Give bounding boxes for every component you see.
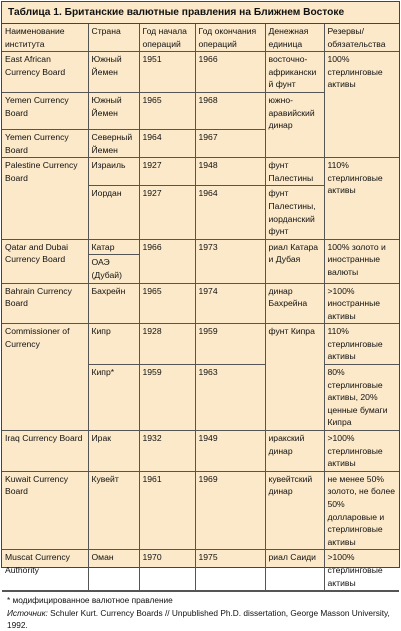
cell-start-year: 1959 — [139, 365, 195, 431]
cell-institute: East African Currency Board — [2, 52, 88, 93]
cell-country: Южный Йемен — [88, 52, 139, 93]
header-end-year: Год окончания операций — [195, 24, 265, 52]
cell-end-year: 1963 — [195, 365, 265, 431]
cell-reserves: 110% стерлинговые активы — [324, 324, 399, 365]
cell-reserves: 100% золото и иностранные валюты — [324, 239, 399, 283]
cell-reserves: 80% стерлинговые активы, 20% ценные бумаги Кипра — [324, 365, 399, 431]
cell-start-year: 1951 — [139, 52, 195, 93]
cell-institute: Kuwait Currency Board — [2, 471, 88, 550]
header-row — [2, 24, 399, 52]
header-institute: Наименование института — [2, 24, 88, 52]
cell-currency: риал Катара и Дубая — [265, 239, 324, 283]
cell-country: ОАЭ (Дубай) — [88, 255, 139, 283]
cell-currency: южно-аравийский динар — [265, 92, 324, 157]
cell-start-year: 1966 — [139, 239, 195, 283]
cell-start-year: 1927 — [139, 186, 195, 239]
cell-currency: фунт Палестины, иорданский фунт — [265, 186, 324, 239]
cell-country: Израиль — [88, 158, 139, 186]
cell-country: Кипр — [88, 324, 139, 365]
table-row — [2, 158, 399, 186]
source-note — [7, 607, 394, 631]
cell-institute: Palestine Currency Board — [2, 158, 88, 240]
cell-end-year: 1948 — [195, 158, 265, 186]
table-title: Таблица 1. Британские валютные правления на Ближнем Востоке — [2, 2, 399, 24]
cell-end-year: 1964 — [195, 186, 265, 239]
table-row — [2, 324, 399, 365]
cell-currency: динар Бахрейна — [265, 283, 324, 324]
header-country: Страна — [88, 24, 139, 52]
cell-country: Бахрейн — [88, 283, 139, 324]
cell-end-year: 1949 — [195, 431, 265, 472]
table-row — [2, 239, 399, 255]
cell-country: Южный Йемен — [88, 92, 139, 129]
cell-institute: Iraq Currency Board — [2, 431, 88, 472]
table-row — [2, 471, 399, 550]
cell-currency: восточно-африканский фунт — [265, 52, 324, 93]
cell-country: Северный Йемен — [88, 129, 139, 157]
cell-institute: Commissioner of Currency — [2, 324, 88, 431]
table-frame — [1, 1, 400, 630]
cell-end-year: 1966 — [195, 52, 265, 93]
cell-reserves: >100% стерлинговые активы — [324, 550, 399, 591]
cell-reserves: не менее 50% золото, не более 50% долларовые и стерлинговые активы — [324, 471, 399, 550]
cell-end-year: 1973 — [195, 239, 265, 283]
table-row — [2, 283, 399, 324]
cell-start-year: 1961 — [139, 471, 195, 550]
cell-currency: фунт Палестины — [265, 158, 324, 186]
cell-start-year: 1928 — [139, 324, 195, 365]
header-currency: Денежная единица — [265, 24, 324, 52]
cell-country: Кипр* — [88, 365, 139, 431]
cell-end-year: 1975 — [195, 550, 265, 591]
cell-end-year: 1959 — [195, 324, 265, 365]
cell-reserves: >100% стерлинговые активы — [324, 431, 399, 472]
cell-institute: Qatar and Dubai Currency Board — [2, 239, 88, 283]
source-text: Schuler Kurt. Currency Boards // Unpublished Ph.D. dissertation, George Masson University, 1992. — [7, 607, 390, 630]
cell-currency: фунт Кипра — [265, 324, 324, 431]
cell-country: Иордан — [88, 186, 139, 239]
table-row — [2, 52, 399, 93]
table-row — [2, 550, 399, 591]
footnote: * модифицированное валютное правление — [7, 595, 173, 606]
cell-end-year: 1967 — [195, 129, 265, 157]
cell-reserves: >100% иностранные активы — [324, 283, 399, 324]
cell-end-year: 1969 — [195, 471, 265, 550]
header-reserves: Резервы/ обязательства — [324, 24, 399, 52]
source-label: Источник: — [7, 607, 48, 618]
cell-country: Оман — [88, 550, 139, 591]
cell-reserves: 110% стерлинговые активы — [324, 158, 399, 240]
cell-reserves: 100% стерлинговые активы — [324, 52, 399, 158]
cell-start-year: 1970 — [139, 550, 195, 591]
cell-start-year: 1965 — [139, 283, 195, 324]
cell-country: Катар — [88, 239, 139, 255]
cell-currency: кувейтский динар — [265, 471, 324, 550]
cell-start-year: 1965 — [139, 92, 195, 129]
cell-country: Кувейт — [88, 471, 139, 550]
cell-institute: Bahrain Currency Board — [2, 283, 88, 324]
cell-end-year: 1974 — [195, 283, 265, 324]
cell-currency: иракский динар — [265, 431, 324, 472]
header-start-year: Год начала операций — [139, 24, 195, 52]
cell-institute: Yemen Currency Board — [2, 92, 88, 129]
cell-start-year: 1927 — [139, 158, 195, 186]
cell-start-year: 1964 — [139, 129, 195, 157]
cell-currency: риал Саиди — [265, 550, 324, 591]
currency-boards-table — [2, 24, 399, 591]
cell-institute: Muscat Currency Authority — [2, 550, 88, 591]
cell-country: Ирак — [88, 431, 139, 472]
cell-institute: Yemen Currency Board — [2, 129, 88, 157]
cell-end-year: 1968 — [195, 92, 265, 129]
table-row — [2, 431, 399, 472]
cell-start-year: 1932 — [139, 431, 195, 472]
table-footer — [2, 591, 399, 631]
